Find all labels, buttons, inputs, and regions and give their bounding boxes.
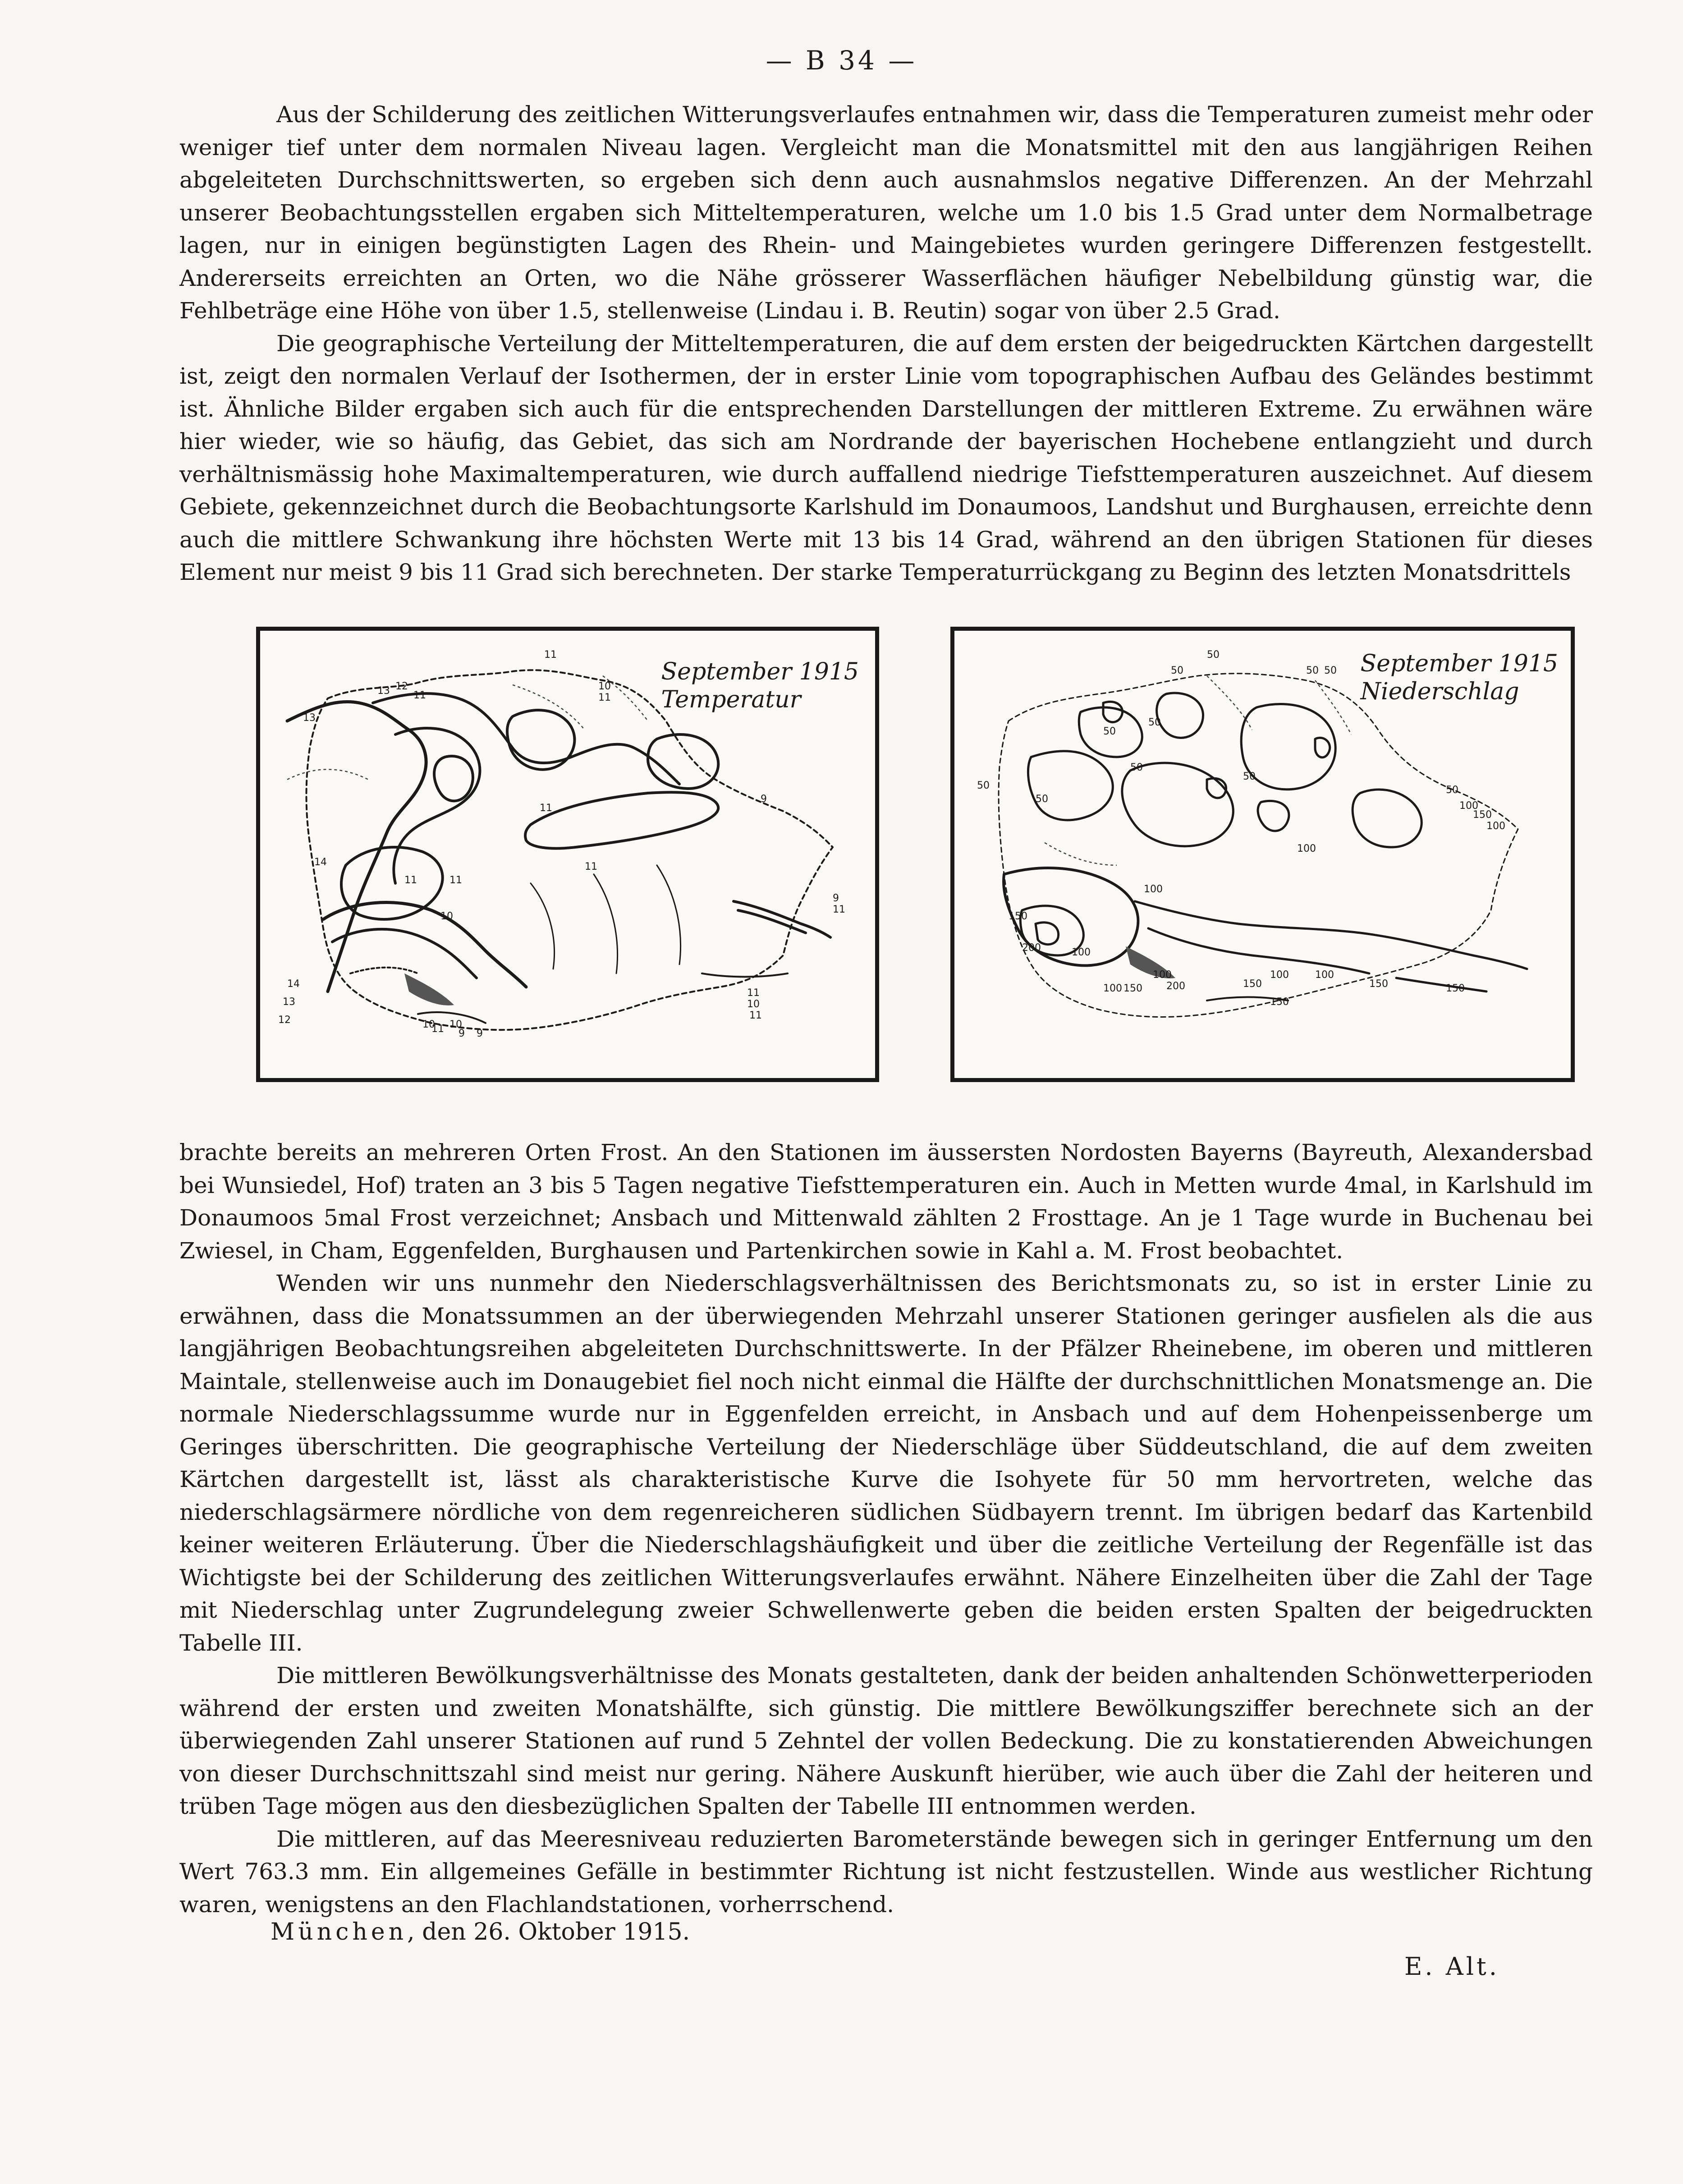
map-label: 100 (1153, 969, 1172, 981)
paragraph: Aus der Schilderung des zeitlichen Witterungsverlaufes entnahmen wir, dass die Temperaturen zumeist mehr oder weniger tief unter dem normalen Niveau lagen. Vergleicht man die Monatsmittel mit den aus langjährigen Reihen abgeleiteten Durchschnittswerten, so ergeben sich denn auch ausnahmslos negative Differenzen. An der Mehrzahl unserer Beobachtungsstellen ergaben sich Mitteltemperaturen, welche um 1.0 bis 1.5 Grad unter dem Normalbetrage lagen, nur in einigen begünstigten Lagen des Rhein- und Maingebietes wurden geringere Differenzen festgestellt. Andererseits erreichten an Orten, wo die Nähe grösserer Wasserflächen häufiger Nebelbildung günstig war, die Fehlbeträge eine Höhe von über 1.5, stellenweise (Lindau i. B. Reutin) sogar von über 2.5 Grad. (179, 101, 1593, 324)
map-label: 100 (1072, 947, 1091, 958)
map-label: 11 (540, 803, 552, 814)
precipitation-map (950, 627, 1575, 1082)
map-label: 11 (585, 861, 597, 872)
map-label: 11 (749, 1010, 762, 1021)
map-label: 50 (977, 780, 990, 791)
map-label: 9 (761, 794, 767, 805)
map-label: 150 (1243, 978, 1262, 990)
paragraph: Wenden wir uns nunmehr den Niederschlagsverhältnissen des Berichtsmonats zu, so ist in erster Linie zu erwähnen, dass die Monatssummen an der überwiegenden Mehrzahl unserer Stationen geringer ausfielen als die aus langjährigen Beobachtungsreihen abgeleiteten Durchschnittswerte. In der Pfälzer Rheinebene, im oberen und mittleren Maintale, stellenweise auch im Donaugebiet fiel noch nicht einmal die Hälfte der durchschnittlichen Monatsmenge an. Die normale Niederschlagssumme wurde nur in Eggenfelden erreicht, in Ansbach und auf dem Hohenpeissenberge um Geringes überschritten. Die geographische Verteilung der Niederschläge über Süddeutschland, die auf dem zweiten Kärtchen dargestellt ist, lässt als charakteristische Kurve die Isohyete für 50 mm hervortreten, welche das niederschlagsärmere nördliche von dem regenreicheren südlichen Südbayern trennt. Im übrigen bedarf das Kartenbild keiner weiteren Erläuterung. Über die Niederschlagshäufigkeit und über die zeitliche Verteilung der Regenfälle ist das Wichtigste bei der Schilderung des zeitlichen Witterungsverlaufes erwähnt. Nähere Einzelheiten über die Zahl der Tage mit Niederschlag unter Zugrundelegung zweier Schwellenwerte geben die beiden ersten Spalten der beigedruckten Tabelle III. (179, 1270, 1593, 1656)
map-label: 100 (1144, 884, 1163, 895)
map-label: 50 (1243, 771, 1256, 782)
map-label: 150 (1446, 983, 1465, 994)
map-label: 11 (833, 904, 845, 915)
map-label: 12 (278, 1014, 291, 1026)
map-label: 50 (1306, 665, 1319, 676)
map-label: 50 (1148, 717, 1161, 728)
map-title-line: Niederschlag (1360, 678, 1519, 705)
map-label: 11 (449, 875, 462, 886)
map-label: 10 (747, 999, 760, 1010)
map-label: 50 (1207, 649, 1220, 661)
map-label: 50 (1103, 726, 1116, 737)
map-label: 100 (1459, 800, 1478, 812)
map-label: 9 (833, 893, 839, 904)
map-title (661, 658, 859, 714)
map-label: 9 (477, 1028, 483, 1039)
map-label: 11 (544, 649, 557, 661)
map-label: 200 (1022, 942, 1041, 954)
map-label: 50 (1324, 665, 1337, 676)
map-label: 100 (1103, 983, 1122, 994)
map-label: 50 (1130, 762, 1143, 773)
paragraph: Die mittleren Bewölkungsverhältnisse des Monats gestalteten, dank der beiden anhaltenden Schönwetterperioden während der ersten und zweiten Monatshälfte, sich günstig. Die mittlere Bewölkungsziffer berechnete sich an der überwiegenden Zahl unserer Stationen auf rund 5 Zehntel der vollen Bedeckung. Die zu konstatierenden Abweichungen von dieser Durchschnittszahl sind meist nur gering. Nähere Auskunft hierüber, wie auch über die Zahl der heiteren und trüben Tage mögen aus den diesbezüglichen Spalten der Tabelle III entnommen werden. (179, 1662, 1593, 1819)
map-label: 100 (1297, 843, 1316, 854)
page-number: — B 34 — (766, 45, 917, 76)
map-label: 150 (1473, 809, 1492, 821)
signature-author: E. Alt. (1404, 1952, 1500, 1981)
signature-date: , den 26. Oktober 1915. (407, 1918, 690, 1945)
map-label: 11 (598, 692, 611, 703)
map-label: 9 (459, 1028, 465, 1039)
map-label: 14 (314, 857, 327, 868)
paragraph: Die mittleren, auf das Meeresniveau reduzierten Barometerstände bewegen sich in geringer Entfernung um den Wert 763.3 mm. Ein allgemeines Gefälle in bestimmter Richtung ist nicht festzustellen. Winde aus westlicher Richtung waren, wenigstens an den Flachlandstationen, vorherrschend. (179, 1826, 1593, 1918)
map-label: 10 (422, 1019, 435, 1030)
map-title (1361, 650, 1558, 706)
map-label: 13 (283, 996, 295, 1008)
map-label: 10 (449, 1019, 462, 1030)
map-label: 100 (1486, 821, 1505, 832)
map-label: 100 (1315, 969, 1334, 981)
map-label: 11 (747, 987, 760, 999)
map-title-line: September 1915 (661, 658, 859, 685)
map-label: 13 (377, 685, 390, 697)
map-label: 11 (404, 875, 417, 886)
map-label: 10 (598, 681, 611, 692)
paragraph: Die geographische Verteilung der Mitteltemperaturen, die auf dem ersten der beigedruckten Kärtchen dargestellt ist, zeigt den normalen Verlauf der Isothermen, der in erster Linie vom topographischen Aufbau des Geländes bestimmt ist. Ähnliche Bilder ergaben sich auch für die entsprechenden Darstellungen der mittleren Extreme. Zu erwähnen wäre hier wieder, wie so häufig, das Gebiet, das sich am Nordrande der bayerischen Hochebene entlangzieht und durch verhältnismässig hohe Maximaltemperaturen, wie durch auffallend niedrige Tiefsttemperaturen auszeichnet. Auf diesem Gebiete, gekennzeichnet durch die Beobachtungsorte Karlshuld im Donaumoos, Landshut und Burghausen, erreichte denn auch die mittlere Schwankung ihre höchsten Werte mit 13 bis 14 Grad, während an den übrigen Stationen für dieses Element nur meist 9 bis 11 Grad sich berechneten. Der starke Temperaturrückgang zu Beginn des letzten Monatsdrittels (179, 330, 1593, 585)
map-label: 100 (1270, 969, 1289, 981)
map-title-line: September 1915 (1360, 650, 1558, 677)
map-label: 150 (1124, 983, 1142, 994)
map-label: 14 (287, 978, 300, 990)
map-label: 150 (1270, 996, 1289, 1008)
map-title-line: Temperatur (661, 686, 801, 713)
map-label: 150 (1009, 911, 1027, 922)
map-label: 50 (1171, 665, 1183, 676)
map-label: 13 (303, 712, 316, 724)
map-label: 10 (440, 911, 453, 922)
map-label: 50 (1036, 794, 1048, 805)
map-label: 150 (1369, 978, 1388, 990)
temperature-map (256, 627, 879, 1082)
signature-place-date (271, 1918, 690, 1945)
map-label: 50 (1446, 785, 1458, 796)
map-label: 11 (413, 690, 426, 701)
paragraph: brachte bereits an mehreren Orten Frost. An den Stationen im äussersten Nordosten Bayerns (Bayreuth, Alexandersbad bei Wunsiedel, Hof) traten an 3 bis 5 Tagen negative Tiefsttemperaturen ein. Auch in Metten wurde 4mal, in Karlshuld im Donaumoos 5mal Frost verzeichnet; Ansbach und Mittenwald zählten 2 Frosttage. An je 1 Tage wurde in Buchenau bei Zwiesel, in Cham, Eggenfelden, Burghausen und Partenkirchen sowie in Kahl a. M. Frost beobachtet. (179, 1139, 1593, 1264)
map-label: 200 (1166, 981, 1185, 992)
text-block-bottom (179, 1136, 1593, 1921)
map-label: 12 (395, 681, 408, 692)
map-label: 11 (431, 1023, 444, 1035)
text-block-top (179, 98, 1593, 589)
signature-place: München (271, 1918, 408, 1945)
